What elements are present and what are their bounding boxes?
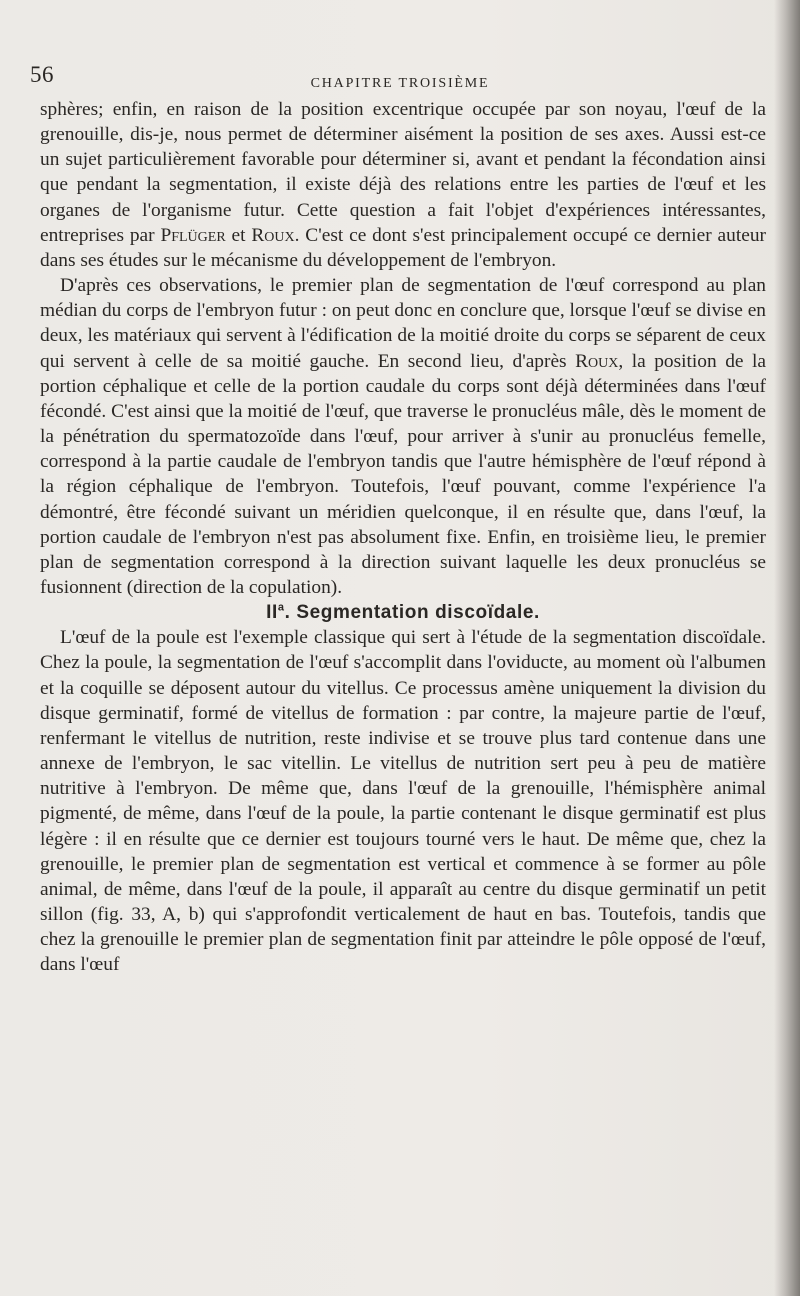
section-heading: $II^a$. Segmentation discoïdale.	[266, 601, 540, 624]
running-head: CHAPITRE TROISIÈME	[310, 76, 490, 91]
body-text	[40, 97, 766, 977]
author-name: Pflüger	[160, 224, 226, 246]
page-edge-shadow	[774, 0, 800, 1296]
author-name: Roux	[251, 224, 295, 246]
author-name: Roux	[575, 350, 619, 372]
paragraph-continuation: sphères; enfin, en raison de la position excentrique occupée par son noyau, l'œuf de la grenouille, dis-je, nous permet de déterminer aisément la position de ses axes. Aussi est-ce un sujet particulièrement favorable pour déterminer si, avant et pendant la fécondation ainsi que pendant la segmentation, il existe déjà des relations entre les parties de l'œuf et les organes de l'organisme futur. Cette question a fait l'objet d'expériences intéressantes, entreprises par Pflüger et Roux. C'est ce dont s'est principalement occupé ce dernier auteur dans ses études sur le mécanisme du développement de l'embryon.	[40, 99, 766, 271]
paragraph: L'œuf de la poule est l'exemple classique qui sert à l'étude de la segmentation discoïdale. Chez la poule, la segmentation de l'œuf s'accomplit dans l'oviducte, au moment où l'albumen et la coquille se déposent autour du vitellus. Ce processus amène uniquement la division du disque germinatif, formé de vitellus de formation : par contre, la majeure partie de l'œuf, renfermant le vitellus de nutrition, reste indivise et se trouve plus tard contenue dans une annexe de l'embryon, le sac vitellin. Le vitellus de nutrition sert peu à peu de matière nutritive à l'embryon. De même que, dans l'œuf de la grenouille, l'hémisphère animal pigmenté, de même, dans l'œuf de la poule, la partie contenant le disque germinatif est plus légère : il en résulte que ce dernier est toujours tourné vers le haut. De même que, chez la grenouille, le premier plan de segmentation est vertical et commence à se former au pôle animal, de même, dans l'œuf de la poule, il apparaît au centre du disque germinatif un petit sillon (fig. 33, A, b) qui s'approfondit verticalement de haut en bas. Toutefois, tandis que chez la grenouille le premier plan de segmentation finit par atteindre le pôle opposé de l'œuf, dans l'œuf	[40, 627, 766, 976]
page-number: 56	[30, 62, 54, 87]
paragraph: D'après ces observations, le premier plan de segmentation de l'œuf correspond au plan médian du corps de l'embryon futur : on peut donc en conclure que, lorsque l'œuf se divise en deux, les matériaux qui servent à l'édification de la moitié droite du corps se séparent de ceux qui servent à celle de sa moitié gauche. En second lieu, d'après Roux, la position de la portion céphalique et celle de la portion caudale du corps sont déjà déterminées dans l'œuf fécondé. C'est ainsi que la moitié de l'œuf, que traverse le pronucléus mâle, dès le moment de la pénétration du spermatozoïde dans l'œuf, pour arriver à s'unir au pronucléus femelle, correspond à la partie caudale de l'embryon tandis que l'autre hémisphère de l'œuf répond à la région céphalique de l'embryon. Toutefois, l'œuf pouvant, comme l'expérience l'a démontré, être fécondé suivant un méridien quelconque, il en résulte que, dans l'œuf, la portion caudale de l'embryon n'est pas absolument fixe. Enfin, en troisième lieu, le premier plan de segmentation correspond à la direction suivant laquelle les deux pronucléus se fusionnent (direction de la copulation).	[40, 275, 766, 598]
page-header	[0, 62, 800, 92]
